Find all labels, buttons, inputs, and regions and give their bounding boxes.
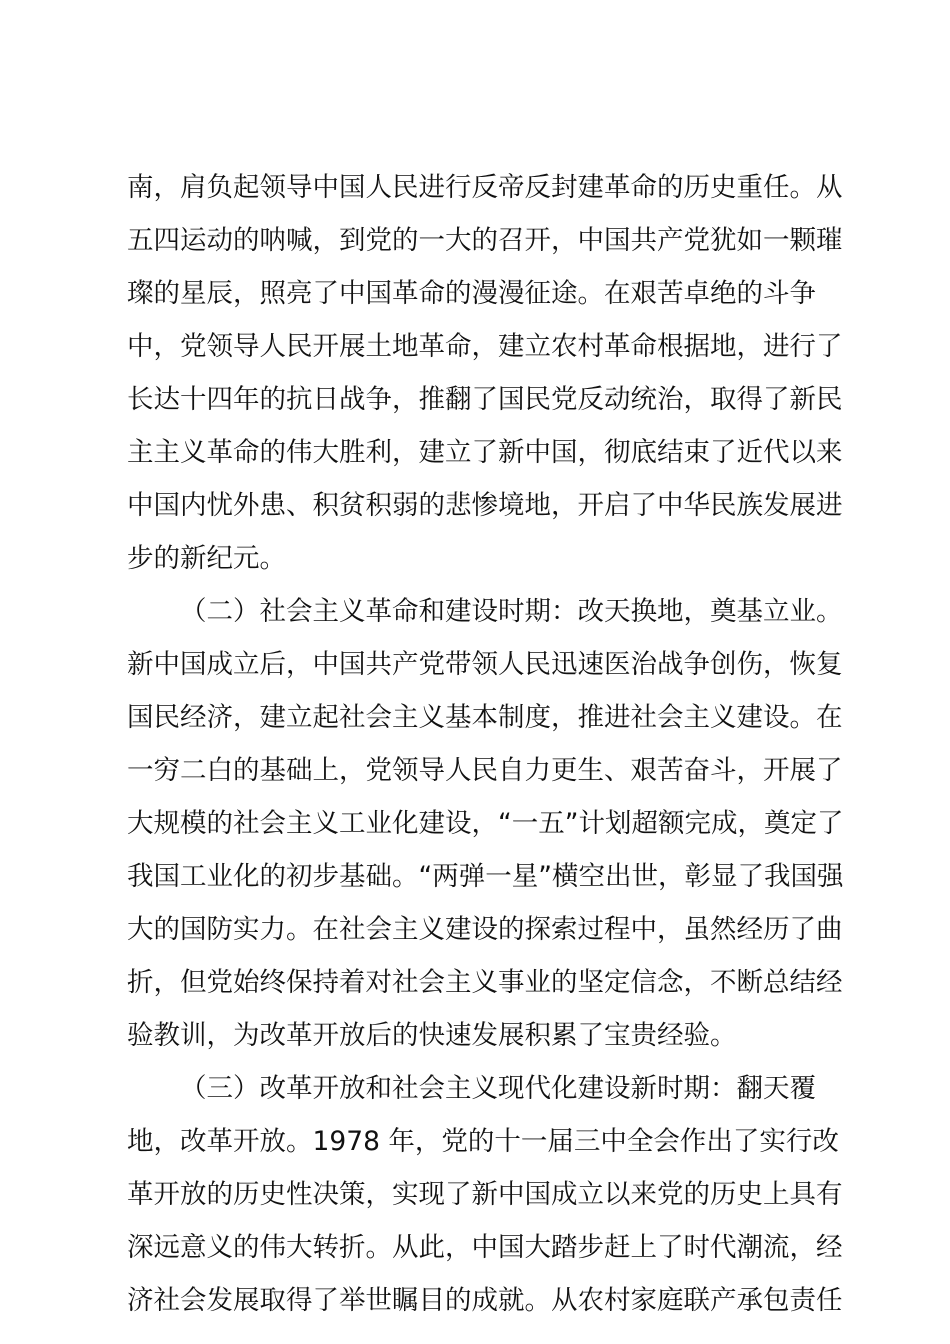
text-line: 大的国防实力。在社会主义建设的探索过程中，虽然经历了曲 (127, 914, 843, 945)
section-heading-2: （二）社会主义革命和建设时期：改天换地，奠基立业。 (180, 596, 843, 627)
text-line: 步的新纪元。 (127, 543, 286, 574)
text-line: 革开放的历史性决策，实现了新中国成立以来党的历史上具有 (127, 1179, 843, 1210)
text-line: 南，肩负起领导中国人民进行反帝反封建革命的历史重任。从 (127, 172, 843, 203)
text-line: 中国内忧外患、积贫积弱的悲惨境地，开启了中华民族发展进 (127, 490, 843, 521)
section-heading-3: （三）改革开放和社会主义现代化建设新时期：翻天覆 (180, 1073, 816, 1104)
text-line: 折，但党始终保持着对社会主义事业的坚定信念，不断总结经 (127, 967, 843, 998)
text-line: 国民经济，建立起社会主义基本制度，推进社会主义建设。在 (127, 702, 843, 733)
text-line: 地，改革开放。1978 年，党的十一届三中全会作出了实行改 (127, 1126, 839, 1157)
text-line: 深远意义的伟大转折。从此，中国大踏步赶上了时代潮流，经 (127, 1232, 843, 1263)
text-line: 璨的星辰，照亮了中国革命的漫漫征途。在艰苦卓绝的斗争 (127, 278, 816, 309)
text-line: 新中国成立后，中国共产党带领人民迅速医治战争创伤，恢复 (127, 649, 843, 680)
text-line: 大规模的社会主义工业化建设，“一五”计划超额完成，奠定了 (127, 808, 844, 839)
text-line: 主主义革命的伟大胜利，建立了新中国，彻底结束了近代以来 (127, 437, 843, 468)
text-line: 中，党领导人民开展土地革命，建立农村革命根据地，进行了 (127, 331, 843, 362)
text-line: 我国工业化的初步基础。“两弹一星”横空出世，彰显了我国强 (127, 861, 844, 892)
text-line: 验教训，为改革开放后的快速发展积累了宝贵经验。 (127, 1020, 737, 1051)
text-line: 五四运动的呐喊，到党的一大的召开，中国共产党犹如一颗璀 (127, 225, 843, 256)
text-line: 长达十四年的抗日战争，推翻了国民党反动统治，取得了新民 (127, 384, 843, 415)
text-line: 一穷二白的基础上，党领导人民自力更生、艰苦奋斗，开展了 (127, 755, 843, 786)
text-line: 济社会发展取得了举世瞩目的成就。从农村家庭联产承包责任 (127, 1285, 843, 1316)
